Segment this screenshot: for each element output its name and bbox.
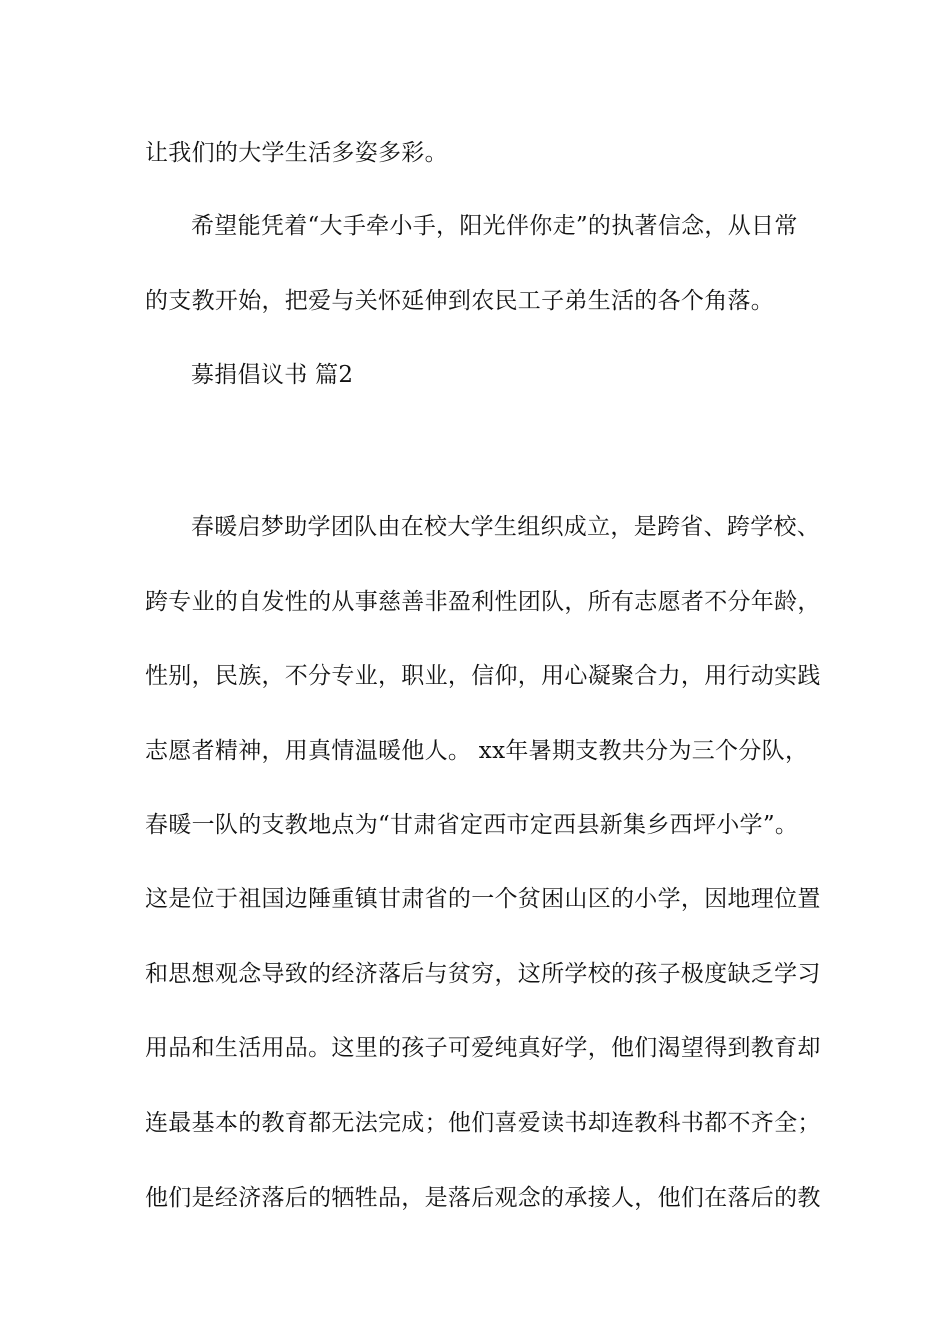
- paragraph-line: 让我们的大学生活多姿多彩。: [145, 140, 448, 166]
- paragraph-line: 连最基本的教育都无法完成；他们喜爱读书却连教科书都不齐全；: [145, 1110, 821, 1136]
- paragraph-line: 春暖一队的支教地点为“甘肃省定西市定西县新集乡西坪小学”。: [145, 812, 799, 838]
- paragraph-line: 用品和生活用品。这里的孩子可爱纯真好学，他们渴望得到教育却: [145, 1035, 821, 1061]
- paragraph-line: 志愿者精神，用真情温暖他人。 xx年暑期支教共分为三个分队，: [145, 738, 809, 764]
- paragraph-line: 这是位于祖国边陲重镇甘肃省的一个贫困山区的小学，因地理位置: [145, 886, 821, 912]
- paragraph-line: 春暖启梦助学团队由在校大学生组织成立，是跨省、跨学校、: [191, 514, 821, 540]
- paragraph-line: 和思想观念导致的经济落后与贫穷，这所学校的孩子极度缺乏学习: [145, 961, 821, 987]
- paragraph-line: 他们是经济落后的牺牲品，是落后观念的承接人，他们在落后的教: [145, 1185, 821, 1211]
- paragraph-line: 的支教开始，把爱与关怀延伸到农民工子弟生活的各个角落。: [145, 288, 775, 314]
- paragraph-line: 性别，民族，不分专业，职业，信仰，用心凝聚合力，用行动实践: [145, 663, 821, 689]
- section-heading: 募捐倡议书 篇2: [191, 362, 354, 388]
- paragraph-line: 跨专业的自发性的从事慈善非盈利性团队，所有志愿者不分年龄，: [145, 589, 821, 615]
- paragraph-line: 希望能凭着“大手牵小手，阳光伴你走”的执著信念，从日常: [191, 213, 798, 239]
